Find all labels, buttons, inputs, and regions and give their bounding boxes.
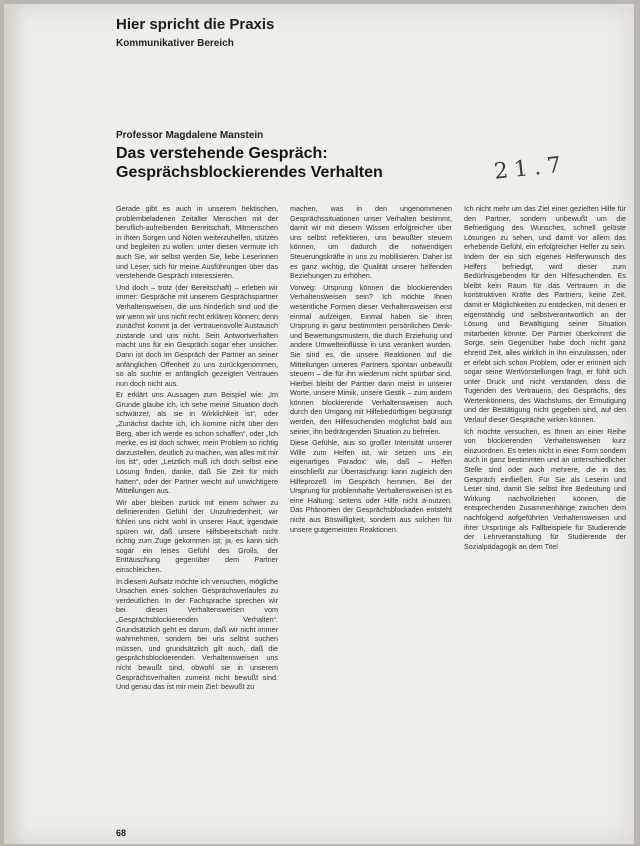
paragraph: In diesem Aufsatz möchte ich versuchen, mögliche Ursachen eines solchen Gesprächsverlaufes zu verdeutlichen. In der Fachsprache sprechen wir bei diesen Verhaltensweisen vom „Gesprächsblockierenden Verhalten“. Grundsätzlich geht es darum, daß wir nicht immer wahrnehmen, sondern bei uns selbst suchen müssen, und grundsätzlich gilt auch, daß die gesprächsblockierenden Verhaltensweisen uns nicht bewußt sind, obwohl sie in unserem Gesprächsverhalten zumeist nicht bewußt sind. Und genau das ist mir mein Ziel: bewußt zu <box>116 576 278 692</box>
paragraph: Wir aber bleiben zurück mit einem schwer zu definierenden Gefühl der Unzufriedenheit, wir fühlen uns nicht wohl in unserer Haut; irgendwie spüren wir, daß unsere Hilfsbereitschaft nicht richtig zum Zuge gekommen ist; ja, es kann sich sogar ein leises Gefühl des Grolls, der Enttäuschung gegenüber dem Partner einschleichen. <box>116 497 278 574</box>
paragraph: Er erklärt uns Aussagen zum Beispiel wie: „Im Grunde glaube ich, ich sehe meine Situation doch schwärzer, als sie in Wirklichkeit ist“, oder „Zunächst dachte ich, ich komme nicht über den Berg, aber ich werde es schon schaffen“, oder „Ich merke, es ist doch schwer, mein Problem so richtig darzustellen, deutlich zu machen, was alles mit mir los ist“, oder „Letztlich muß ich doch selbst eine Lösung finden, danke, daß Sie Zeit für mich hatten“, oder der Partner weicht auf unwichtigere Mitteilungen aus. <box>116 390 278 496</box>
handwritten-note: 21.7 <box>492 152 569 185</box>
document-page <box>4 4 634 844</box>
paragraph: Ich möchte versuchen, es Ihnen an einer Reihe von blockierenden Verhaltensweisen kurz einzuordnen. Es treten nicht in einer Form sondern auch in ganz bestimmten und an unterschiedlicher Stelle sind oder auch mehrere, die in das Gespräch einfließen. Für Sie als Leserin und Leser sind, damit Sie selbst ihre Bedeutung und Wirkung nachvollziehen können, die entsprechenden Zusammenhänge zwischen dem nachfolgend aufgeführten Verhaltensweisen und ihrer Ursprünge als Fallbeispiele für Studierende der Lehrveranstaltung für Studierende der Sozialpädagogik an dem Titel <box>464 426 626 551</box>
section-header-subtitle: Kommunikativer Bereich <box>116 38 234 49</box>
article-title-line-1: Das verstehende Gespräch: <box>116 145 328 162</box>
text-column-3 <box>464 204 626 820</box>
page-fold-shadow <box>4 4 26 844</box>
author-line: Professor Magdalene Manstein <box>116 130 264 141</box>
section-header-title: Hier spricht die Praxis <box>116 16 275 33</box>
article-title <box>116 144 456 182</box>
paragraph: Gerade gibt es auch in unserem hektischen, problembeladenen Zeitalter Menschen mit der beruflich-aufreibenden Bereitschaft, Mitmenschen in ihren Sorgen und Nöten weiterzuhelfen, stützen und begleiten zu wollen: unter diesen vermute ich auch Sie, wir selbst werden Sie, liebe Leserinnen und Leser, sich für meine Ausführungen über das verstehende Gespräch interessieren. <box>116 204 278 281</box>
paragraph: Und doch – trotz (der Bereitschaft) – erleben wir immer: Gespräche mit unserem Gesprächspartner Verhaltensweisen, die uns hinderlich sind und die wir wenn wir uns nicht recht erklären können; denn zunächst kommt ja der vertrauensvolle Austausch zustande und uns nicht. Sein Antwortverhalten macht uns für ein Gespräch sogar eher unsicher. Dann ist doch im Gespräch der Partner an seiner anfänglichen Offenheit zu uns zurückgenommen, so als suchte er anfänglich gezeigten Vertrauen nun doch nicht aus. <box>116 282 278 388</box>
article-title-line-2: Gesprächsblockierendes Verhalten <box>116 164 383 181</box>
paragraph: Diese Gefühle, aus so großer Intensität unserer Wille zum Helfen ist, wir setzen uns ein eigenartiges Paradox: wie, daß – Helfen einschließt zur Überraschung: kann zugleich den Hilfeprozeß im Gespräch hemmen. Bei der Ursprung für problemhafte Verhaltensweisen ist es eine Haltung: seitens oder Hilfe nicht a-nutzen. Das Phänomen der Gesprächsblockaden entsteht nicht aus Böswilligkeit, sondern aus solchen für unsere gutgemeinten Reaktionen. <box>290 438 452 534</box>
text-column-2 <box>290 204 452 820</box>
page-number: 68 <box>116 828 127 838</box>
text-column-1 <box>116 204 278 820</box>
paragraph: Ich nicht mehr um das Ziel einer gezielten Hilfe für den Partner, sondern unbewußt um die Befriedigung des Wunsches, schnell gelöste Lösungen zu sehen, und damit vor allem das erhebende Gefühl, ein erfolgreicher Helfer zu sein. Indem der ein sich eigenes Helferwunsch des Helfers befriedigt, wird dieser zum Bedürfnisgebenden für den Hilfesuchenden. Es bleibt kein Raum für das Vertrauen in die konstruktiven Kräfte des Partners, keine Zeit, damit er Möglichkeiten zu entdecken, mit denen er eigenständig und selbstverantwortlich an der Lösung und Bewältigung seiner Situation mitarbeiten könnte. Der Partner überkommt die Sorge, sein Gegenüber habe doch nicht ganz ehrend Zeit, alles wirklich in ihn einzulassen, oder er erlebt sich schon Problem, oder er erinnert sich sogar seine Wertvorstellungen fragt, er fühlt sich unter Druck und nicht verstanden, dass die Tugenden des Vertrauens, des Gesprächs, des Wertenkönnens, des Wachstums, der Ermutigung und der Bestätigung nicht gegeben sind, auf den Verlauf dieser Gespräche wirken können. <box>464 204 626 425</box>
paragraph: Vorweg: Ursprung können die blockierenden Verhaltensweisen sein? Ich möchte Ihnen wesentliche Formen dieser Verhaltensweisen erst einmal aufzeigen. Einmal haben sie ihren Ursprung in ganz bestimmten persönlichen Denk- und Bewertungsmustern, die durch Erziehung und andere Umwelteinflüsse in uns verankert wurden. Sie sind es, die unsere Reaktionen auf die Mitteilungen unseres Partners spontan unbewußt steuern – die für ihn wiederum nicht spürbar sind. Hierbei bleibt der Partner dann meist in unserer Worte, unsere Mimik, unsere Gestik – zum andern können blockierende Verhaltensweisen auch durch den Umgang mit Hilfebedürftigen begünstigt werden, den Hilfesuchenden möglichst bald aus seiner, ihn bedrängenden Situation zu befreien. <box>290 282 452 436</box>
paragraph: machen, was in den ungenommenen Gesprächssituationen unser Verhalten bestimmt, damit wir mit diesem Wissen erfolgreicher über uns selbst reflektieren, uns bewußter steuern können, um dadurch die notwendigen Steuerungskräfte in uns zu mobilisieren. Daher ist es ganz wichtig, die Qualität unserer helfenden Beziehungen zu erhöhen. <box>290 204 452 281</box>
